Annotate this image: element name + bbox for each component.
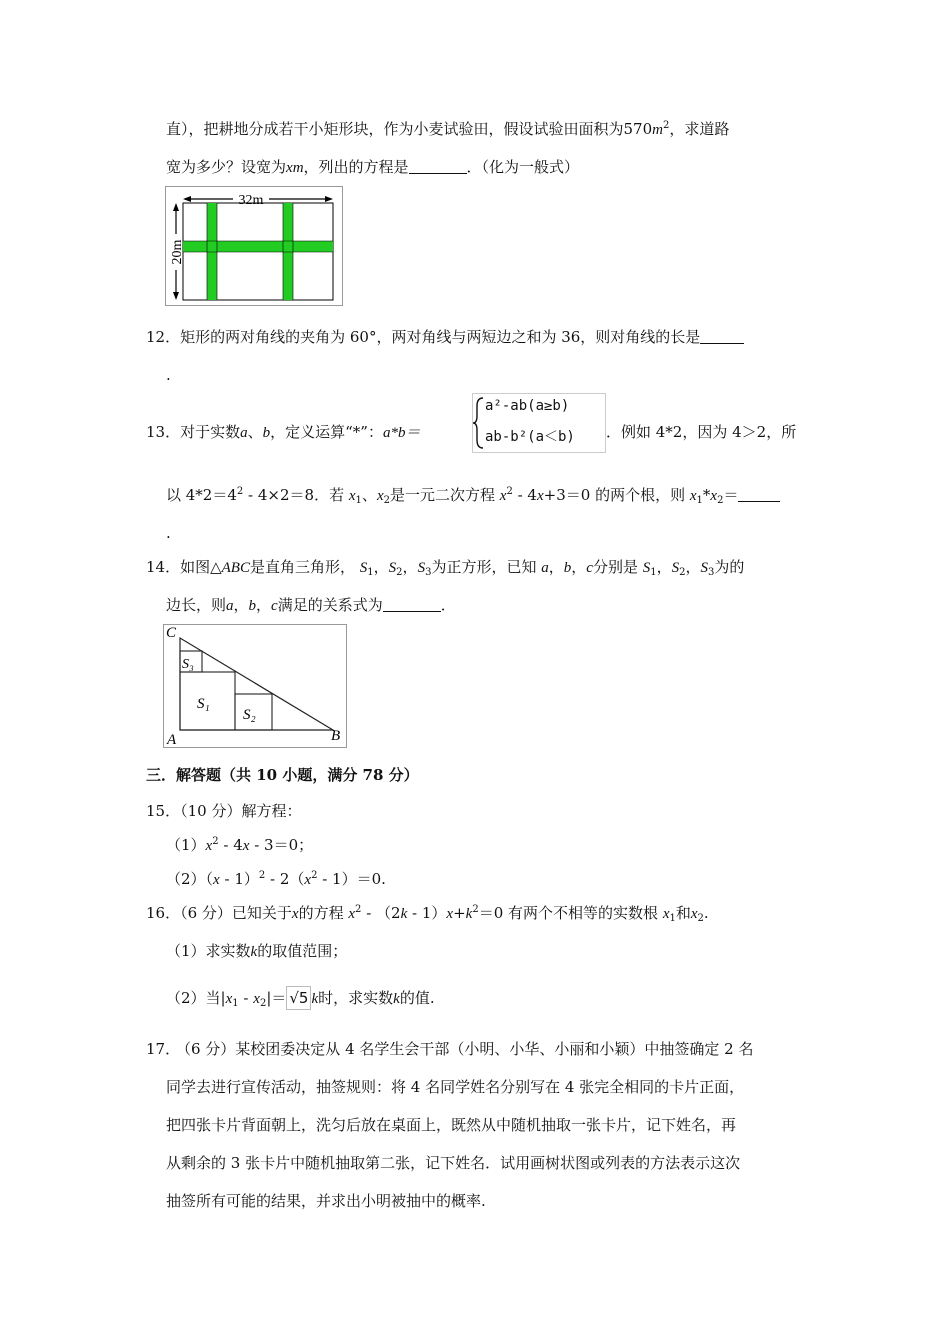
q14-line1: 14．如图△ABC是直角三角形， $S_1$，$S_2$，$S_3$为正方形，已知 a，b，c分别是 $S_1$，$S_2$，$S_3$为的 [146,558,745,578]
q14-triangle-figure [163,624,347,748]
q12-line1: 12．矩形的两对角线的夹角为 60°，两对角线与两短边之和为 36，则对角线的长是 [146,326,744,348]
q11-line2: 宽为多少？设宽为xm，列出的方程是 ．（化为一般式） [166,158,580,176]
height-label: 20m [170,239,185,265]
q13-definition-box [472,393,606,453]
width-label: 32m [238,193,264,208]
q17-line5: 抽签所有可能的结果，并求出小明被抽中的概率. [166,1192,486,1210]
vertex-b-label: B [331,728,341,744]
q11-line1: 直），把耕地分成若干小矩形块，作为小麦试验田，假设试验田面积为$570m^2$，求道路 [166,120,730,138]
vertex-c-label: C [166,625,177,641]
q16-part1: （1）求实数k的取值范围； [166,942,348,960]
q12-dot: . [166,366,171,384]
q11-answer-blank [409,159,467,174]
q15-part1: $(1)x^2 - 4x - 3=0$； [166,836,314,854]
figure-frame [164,625,347,748]
section-3-title: 三．解答题（共 10 小题，满分 78 分） [146,766,419,784]
brace-icon [473,398,483,448]
q16-part2: （2）当$|x_1 - x_2|= √5$ k时，求实数k的值. [166,986,435,1010]
q13-case1: a²-ab(a≥b) [485,398,570,414]
q17-line4: 从剩余的 3 张卡片中随机抽取第二张，记下姓名．试用画树状图或列表的方法表示这次 [166,1154,741,1172]
sqrt5-formula: √5 [286,986,311,1010]
q17-line1: （6 分）某校团委决定从 4 名学生会干部（小明、小华、小丽和小颖）中抽签确定 2 名 [176,1040,754,1058]
q14-answer-blank [383,597,441,612]
s1-label: S₁ [197,696,210,712]
q17-line2: 同学去进行宣传活动，抽签规则：将 4 名同学姓名分别写在 4 张完全相同的卡片正面， [166,1078,745,1096]
q13-dot: . [166,524,171,542]
s2-label: S₂ [243,707,256,723]
q13-line1-tail: ．例如 4*2，因为 4＞2，所 [606,423,797,441]
q11-field-figure [165,186,343,306]
q13-line2: 以 $4*2=4^2 - 4\times 2=8$．若 $x_1$、$x_2$是一元二次方程 $x^2 - 4x+3=0$ 的两个根，则 $x_1*x_2=$ [166,484,780,507]
q15-header: 15．（10 分）解方程： [146,802,302,820]
q16-line1: 16．（6 分）已知关于x的方程 $x^2 - (2k - 1)x+k^2=0$ 有两个不相等的实数根 $x_1$和$x_2$. [146,904,709,924]
q12-answer-blank [700,329,744,344]
q17-num: 17． [146,1040,181,1058]
q15-part2: $(2)(x - 1)^2 - 2(x^2 - 1)=0$. [166,870,386,888]
q13-answer-blank [738,487,780,502]
road-horizontal [183,241,333,252]
vertex-a-label: A [167,732,177,748]
q13-line1: 13．对于实数a、b，定义运算“*”：a*b＝ [146,423,421,441]
q17-line3: 把四张卡片背面朝上，洗匀后放在桌面上，既然从中随机抽取一张卡片，记下姓名，再 [166,1116,737,1134]
q13-case2: ab-b²(a＜b) [485,429,575,445]
q14-line2: 边长，则a，b，c满足的关系式为 ． [166,596,456,614]
s3-label: S₃ [182,657,194,672]
